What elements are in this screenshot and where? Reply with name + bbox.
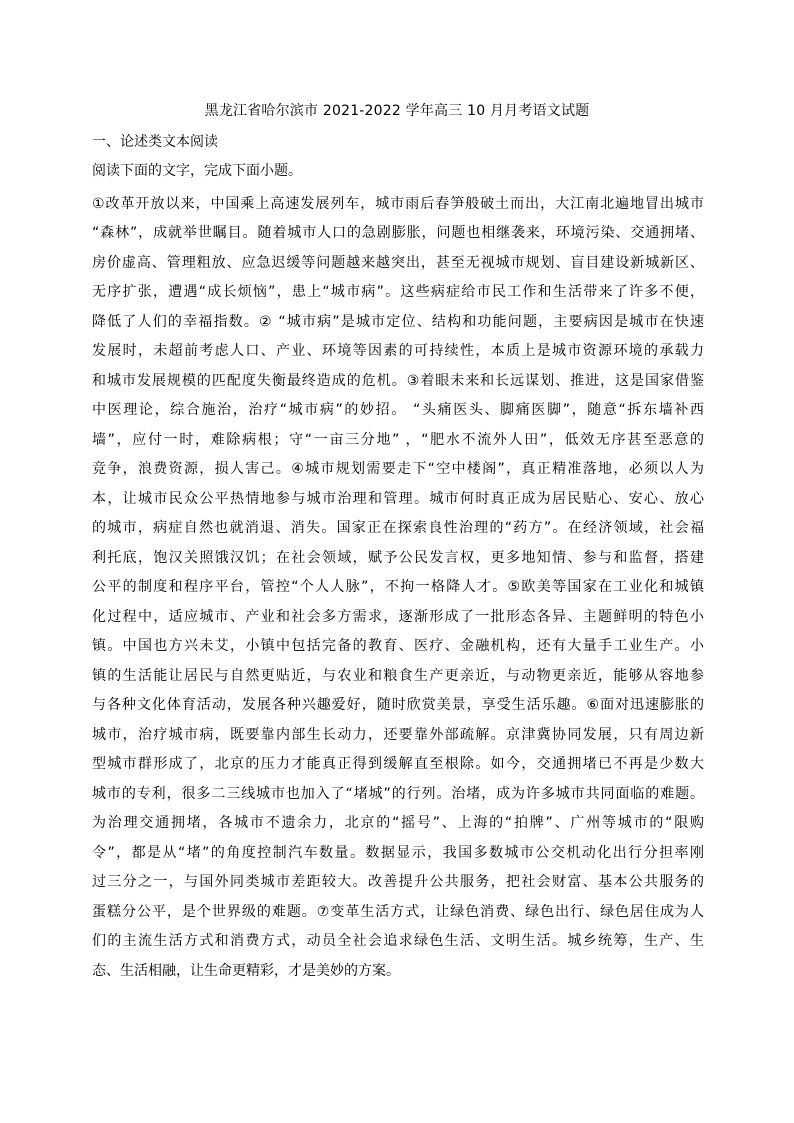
passage-line: 令”，都是从“堵”的角度控制汽车数量。数据显示，我国多数城市公交机动化出行分担率刚 <box>92 844 704 861</box>
reading-instruction: 阅读下面的文字，完成下面小题。 <box>92 163 302 179</box>
passage-line: 无序扩张，遭遇“成长烦恼”，患上“城市病”。这些病症给市民工作和生活带来了许多不便， <box>92 284 704 300</box>
passage-line: 镇。中国也方兴未艾，小镇中包括完备的教育、医疗、金融机构，还有大量手工业生产。小 <box>92 638 704 654</box>
passage-line: 中医理论，综合施治，治疗“城市病”的妙招。 “头痛医头、脚痛医脚”，随意“拆东墙补西 <box>92 402 704 418</box>
passage-line: 的城市，病症自然也就消退、消失。国家正在探索良性治理的“药方”。在经济领域，社会福 <box>92 520 704 536</box>
passage-line: 化过程中，适应城市、产业和社会多方需求，逐渐形成了一批形态各异、主题鲜明的特色小 <box>92 608 704 625</box>
passage-line: “森林”，成就举世瞩目。随着城市人口的急剧膨胀，问题也相继袭来，环境污染、交通拥堵、 <box>92 225 704 241</box>
passage-line: 为治理交通拥堵，各城市不遗余力，北京的“摇号”、上海的“拍牌”、广州等城市的“限购 <box>92 815 704 831</box>
passage-line: 竞争，浪费资源，损人害己。④城市规划需要走下“空中楼阁”，真正精准落地，必须以人为 <box>92 461 704 477</box>
passage-line: 发展时，未超前考虑人口、产业、环境等因素的可持续性，本质上是城市资源环境的承载力 <box>92 343 704 359</box>
passage-line: 公平的制度和程序平台，管控“个人人脉”，不拘一格降人才。⑤欧美等国家在工业化和城镇 <box>92 579 704 595</box>
passage-line: 镇的生活能让居民与自然更贴近，与农业和粮食生产更亲近，与动物更亲近，能够从容地参 <box>92 667 704 684</box>
passage-line: 本，让城市民众公平热情地参与城市治理和管理。城市何时真正成为居民贴心、安心、放心 <box>92 490 704 507</box>
section-heading: 一、论述类文本阅读 <box>92 134 218 150</box>
passage-line: 蛋糕分公平，是个世界级的难题。⑦变革生活方式，让绿色消费、绿色出行、绿色居住成为人 <box>92 903 704 920</box>
passage-line: 过三分之一，与国外同类城市差距较大。改善提升公共服务，把社会财富、基本公共服务的 <box>92 874 704 890</box>
passage-line: 墙”，应付一时，难除病根；守“一亩三分地” ，“肥水不流外人田”，低效无序甚至恶意的 <box>92 431 704 448</box>
passage-body <box>92 190 704 987</box>
passage-line: 和城市发展规模的匹配度失衡最终造成的危机。③着眼未来和长远谋划、推进，这是国家借鉴 <box>92 372 704 389</box>
passage-line: 型城市群形成了，北京的压力才能真正得到缓解直至根除。如今，交通拥堵已不再是少数大 <box>92 756 704 772</box>
passage-line: 降低了人们的幸福指数。② “城市病”是城市定位、结构和功能问题，主要病因是城市在快速 <box>92 313 704 330</box>
passage-line: 态、生活相融，让生命更精彩，才是美妙的方案。 <box>92 962 400 979</box>
passage-line: 城市的专利，很多二三线城市也加入了“堵城”的行列。治堵，成为许多城市共同面临的难题。 <box>92 785 704 802</box>
page-title: 黑龙江省哈尔滨市 2021-2022 学年高三 10 月月考语文试题 <box>204 103 590 119</box>
passage-line: 房价虚高、管理粗放、应急迟缓等问题越来越突出，甚至无视城市规划、盲目建设新城新区、 <box>92 254 704 271</box>
passage-line: ①改革开放以来，中国乘上高速发展列车，城市雨后春笋般破土而出，大江南北遍地冒出城市 <box>92 195 704 212</box>
passage-line: 利托底，饱汉关照饿汉饥；在社会领域，赋予公民发言权，更多地知情、参与和监督，搭建 <box>92 549 704 566</box>
passage-line: 们的主流生活方式和消费方式，动员全社会追求绿色生活、文明生活。城乡统筹，生产、生 <box>92 933 704 949</box>
passage-line: 城市，治疗城市病，既要靠内部生长动力，还要靠外部疏解。京津冀协同发展，只有周边新 <box>92 726 704 743</box>
passage-line: 与各种文化体育活动，发展各种兴趣爱好，随时欣赏美景，享受生活乐趣。⑥面对迅速膨胀的 <box>92 697 704 713</box>
